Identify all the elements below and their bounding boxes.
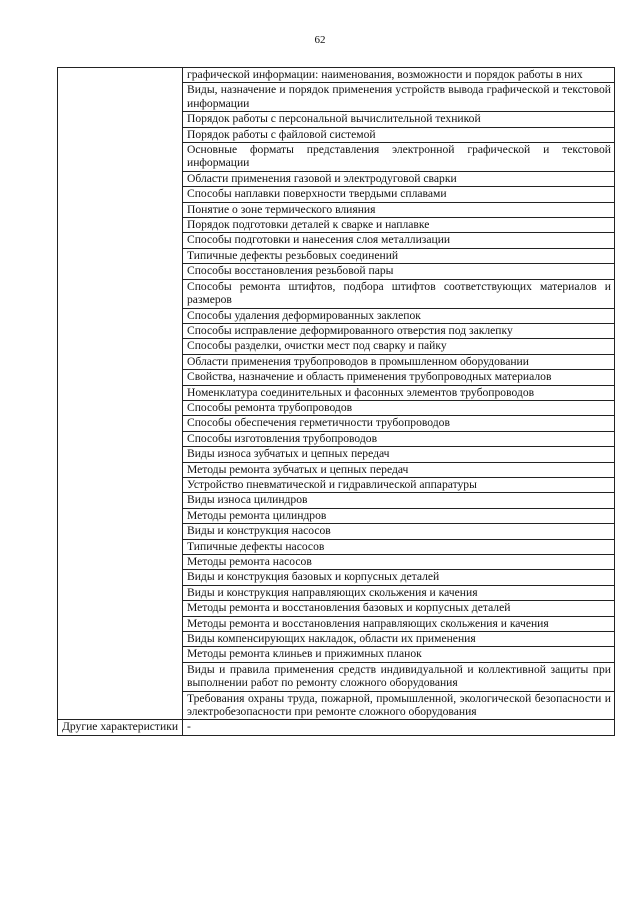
requirement-cell: Основные форматы представления электронной графической и текстовой информации [183,143,615,172]
requirement-cell: Методы ремонта зубчатых и цепных передач [183,462,615,477]
requirement-cell: Способы изготовления трубопроводов [183,431,615,446]
requirement-cell: Способы исправление деформированного отверстия под заклепку [183,323,615,338]
requirement-cell: Способы разделки, очистки мест под сварку и пайку [183,339,615,354]
requirement-cell: Способы подготовки и нанесения слоя металлизации [183,233,615,248]
requirement-cell: Способы обеспечения герметичности трубопроводов [183,416,615,431]
page-number: 62 [314,34,326,46]
requirement-cell: Виды и конструкция насосов [183,524,615,539]
empty-label-cell [58,68,183,720]
requirement-cell: Виды износа зубчатых и цепных передач [183,447,615,462]
requirement-cell: графической информации: наименования, возможности и порядок работы в них [183,68,615,83]
requirement-cell: Свойства, назначение и область применения трубопроводных материалов [183,370,615,385]
requirement-cell: Порядок работы с файловой системой [183,127,615,142]
requirement-cell: Методы ремонта насосов [183,555,615,570]
requirement-cell: Порядок работы с персональной вычислительной техникой [183,112,615,127]
requirement-cell: Типичные дефекты насосов [183,539,615,554]
other-characteristics-label: Другие характеристики [58,720,183,735]
requirement-cell: Способы восстановления резьбовой пары [183,264,615,279]
requirement-cell: Виды и конструкция базовых и корпусных деталей [183,570,615,585]
requirement-cell: Методы ремонта и восстановления направляющих скольжения и качения [183,616,615,631]
requirement-cell: Типичные дефекты резьбовых соединений [183,248,615,263]
requirement-cell: Виды, назначение и порядок применения устройств вывода графической и текстовой информации [183,83,615,112]
requirements-table [57,67,615,736]
requirement-cell: Способы удаления деформированных заклепок [183,308,615,323]
requirement-cell: Способы наплавки поверхности твердыми сплавами [183,187,615,202]
requirement-cell: Номенклатура соединительных и фасонных элементов трубопроводов [183,385,615,400]
requirement-cell: Виды компенсирующих накладок, области их применения [183,632,615,647]
requirement-cell: Методы ремонта и восстановления базовых и корпусных деталей [183,601,615,616]
requirement-cell: Порядок подготовки деталей к сварке и наплавке [183,218,615,233]
requirement-cell: Виды и правила применения средств индивидуальной и коллективной защиты при выполнении работ по ремонту сложного оборудования [183,662,615,691]
requirements-table-body [58,68,615,736]
requirement-cell: Области применения газовой и электродуговой сварки [183,171,615,186]
requirement-cell: Понятие о зоне термического влияния [183,202,615,217]
table-row [58,68,615,83]
requirement-cell: Устройство пневматической и гидравлической аппаратуры [183,477,615,492]
requirement-cell: Виды и конструкция направляющих скольжения и качения [183,585,615,600]
requirement-cell: Способы ремонта штифтов, подбора штифтов соответствующих материалов и размеров [183,279,615,308]
other-characteristics-value: - [183,720,615,735]
requirement-cell: Виды износа цилиндров [183,493,615,508]
requirement-cell: Методы ремонта клиньев и прижимных планок [183,647,615,662]
requirement-cell: Методы ремонта цилиндров [183,508,615,523]
requirement-cell: Области применения трубопроводов в промышленном оборудовании [183,354,615,369]
requirement-cell: Способы ремонта трубопроводов [183,400,615,415]
requirement-cell: Требования охраны труда, пожарной, промышленной, экологической безопасности и электробезопасности при ремонте сложного оборудования [183,691,615,720]
table-row-other [58,720,615,735]
